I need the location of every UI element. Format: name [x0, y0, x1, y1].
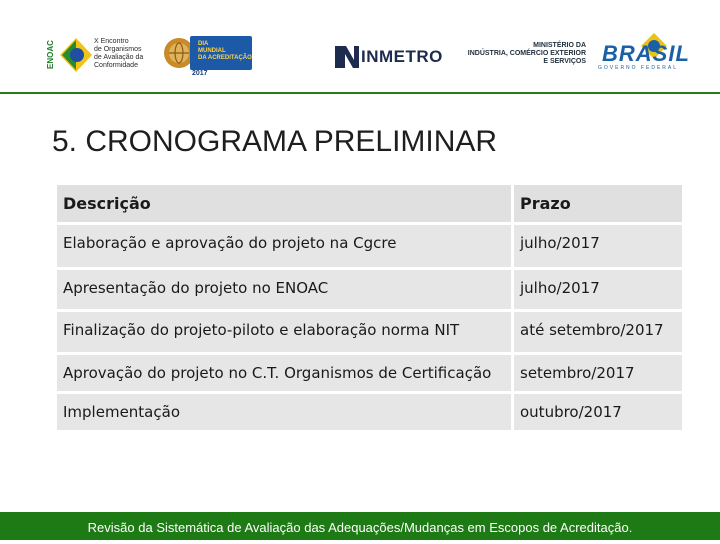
governo-federal-text: GOVERNO FEDERAL — [598, 65, 679, 71]
ministerio-logo: MINISTÉRIO DA INDÚSTRIA, COMÉRCIO EXTERIOR E SERVIÇOS — [467, 42, 586, 65]
enoac-logo — [46, 30, 150, 80]
header-divider — [0, 92, 720, 94]
table-cell-descricao: Implementação — [56, 393, 513, 432]
dia-mundial-logo — [160, 34, 256, 80]
table-row — [56, 354, 684, 393]
column-header-prazo: Prazo — [513, 184, 684, 224]
inmetro-icon — [335, 46, 359, 68]
inmetro-wordmark: INMETRO — [361, 47, 443, 66]
table-cell-prazo: julho/2017 — [513, 269, 684, 311]
table-row — [56, 224, 684, 269]
inmetro-logo — [335, 44, 455, 70]
table-header-row — [56, 184, 684, 224]
table-cell-prazo: julho/2017 — [513, 224, 684, 269]
table-cell-prazo: até setembro/2017 — [513, 311, 684, 354]
brasil-logo — [596, 32, 688, 72]
enoac-vertical-text: ENOAC — [46, 40, 55, 70]
brasil-wordmark: BRASIL — [602, 41, 690, 66]
brazil-flag-icon — [58, 36, 94, 74]
table-cell-prazo: outubro/2017 — [513, 393, 684, 432]
column-header-descricao: Descrição — [56, 184, 513, 224]
table-cell-descricao: Elaboração e aprovação do projeto na Cgcre — [56, 224, 513, 269]
table-cell-descricao: Finalização do projeto-piloto e elaboração norma NIT — [56, 311, 513, 354]
table-cell-descricao: Aprovação do projeto no C.T. Organismos de Certificação — [56, 354, 513, 393]
table-row — [56, 269, 684, 311]
enoac-caption: X Encontro de Organismos de Avaliação da Conformidade — [94, 38, 144, 69]
footer-banner: Revisão da Sistemática de Avaliação das Adequações/Mudanças em Escopos de Acreditação. — [0, 512, 720, 540]
table-cell-descricao: Apresentação do projeto no ENOAC — [56, 269, 513, 311]
dia-mundial-year: 2017 — [192, 70, 208, 77]
schedule-table — [54, 182, 685, 433]
table-row — [56, 311, 684, 354]
table-cell-prazo: setembro/2017 — [513, 354, 684, 393]
table-row — [56, 393, 684, 432]
dia-mundial-badge: DIA MUNDIAL DA ACREDITAÇÃO — [190, 36, 252, 70]
page-title: 5. CRONOGRAMA PRELIMINAR — [52, 125, 498, 158]
